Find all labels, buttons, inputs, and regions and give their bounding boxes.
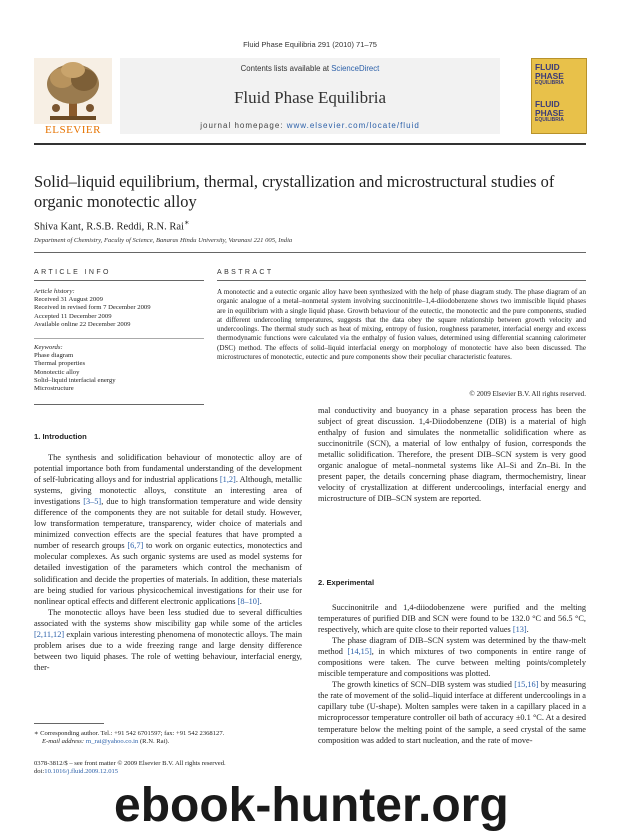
masthead-divider [34, 143, 586, 145]
email-suffix: (R.N. Rai). [138, 738, 170, 746]
contents-prefix: Contents lists available at [240, 64, 332, 73]
keyword-item: Solid–liquid interfacial energy [34, 376, 116, 384]
abstract-text: A monotectic and a eutectic organic alloy have been synthesized with the help of phase diagram study. The phase diagram of an organic analogue of a metal–nonmetal system involving succinonitrile–1,4-diiodobenzene shows two immiscible liquid phases are in equilibrium with a single liquid phase. Growth behaviour of the eutectic, the monotectic and the pure components, studied at different undercooling temperatures, suggests that the data obey the square relationship between growth velocity and undercoolings. The thermal study such as heat of mixing, entropy of fusion, roughness parameter, interfacial energy and excess thermodynamic functions were calculated via the enthalpy of fusion values, determined using differential scanning calorimeter (DSC) method. The effects of solid–liquid interfacial energy on morphology of monotectic have also been discussed. The microstructures of monotectic, eutectic and pure components show their peculiar characteristic features. [217, 288, 586, 362]
keyword-item: Thermal properties [34, 360, 86, 368]
history-item: Received in revised form 7 December 2009 [34, 304, 151, 312]
author-list [34, 218, 189, 233]
article-info-heading: ARTICLE INFO [34, 269, 111, 276]
doi-line [34, 768, 302, 776]
email-link[interactable]: rn_rai@yahoo.co.in [85, 738, 139, 746]
homepage-prefix: journal homepage: [200, 121, 287, 130]
cover-line: EQUILIBRIA [535, 117, 564, 123]
keyword-item: Monotectic alloy [34, 368, 80, 376]
journal-cover-thumbnail [531, 58, 587, 134]
keywords [34, 344, 204, 393]
citation-link[interactable]: [15,16] [514, 680, 539, 690]
citation-link[interactable]: [6,7] [127, 541, 144, 551]
right-column-body [318, 405, 586, 504]
email-label: E-mail address: [42, 738, 86, 746]
intro-paragraph-continued: mal conductivity and buoyancy in a phase separation process has been the subject of great discussion. 1,4-Diiodobenzene (DIB) is a material of high enthalpy of fusion and simulates the nonmetallic solidification where as succinonitrile (SCN), a material of low enthalpy of fusion, corresponds the metallic solidification. Therefore, the present DIB–SCN system is very good organic analogue of metal–nonmetal systems like Al–Si and Zn–Bi. In the present paper, the details concerning phase diagram, thermochemistry, linear velocity of crystallization at different undercoolings, interfacial energy and microstructure of DIB–SCN system are reported. [318, 406, 586, 504]
info-bottom-divider [34, 404, 204, 405]
journal-homepage [120, 121, 500, 130]
article-title: Solid–liquid equilibrium, thermal, crystallization and microstructural studies of organic monotectic alloy [34, 172, 555, 211]
footnote-contact: ∗ Corresponding author. Tel.: +91 542 6701597; fax: +91 542 2368127. [34, 730, 225, 737]
introduction-heading: 1. Introduction [34, 432, 87, 441]
keywords-label: Keywords: [34, 344, 63, 351]
experimental-body [318, 602, 586, 746]
article-history [34, 288, 204, 329]
experimental-paragraph: The growth kinetics of SCN–DIB system was studied [15,16] by measuring the rate of movement of the solid–liquid interface at different undercoolings in a capillary tube (U-shape). Molten samples were taken in a capillary placed in a microprocessor temperature controller oil bath of accuracy ±0.1 °C. At a desired temperature below the melting point of the sample, a seed crystal of the same composition was added to start nucleation, and the rate of move- [318, 680, 586, 745]
history-item: Received 31 August 2009 [34, 296, 103, 304]
abstract-divider [217, 280, 586, 281]
journal-title: Fluid Phase Equilibria [233, 88, 387, 107]
cover-line: EQUILIBRIA [535, 80, 564, 86]
keywords-divider [34, 338, 204, 339]
corresponding-author-footnote [34, 730, 302, 747]
abstract-heading: ABSTRACT [217, 269, 274, 276]
left-column-body [34, 452, 302, 673]
doi-link[interactable]: 10.1016/j.fluid.2009.12.015 [44, 768, 119, 776]
experimental-paragraph: Succinonitrile and 1,4-diiodobenzene were purified and the melting temperatures of purified DIB and SCN were found to be 132.0 °C and 56.5 °C, respectively, which are quite close to their reported values [13]. [318, 603, 586, 635]
intro-paragraph: The monotectic alloys have been less studied due to several difficulties associated with the systems show miscibility gap while some of the articles [2,11,12] explain various interesting phenomena of monotectic alloys. The main problem arises due to a wide freezing range and large density difference between two liquid phases. The role of wetting behaviour, interfacial energy, ther- [34, 607, 302, 672]
contents-availability [120, 64, 500, 73]
keyword-item: Microstructure [34, 385, 74, 393]
citation-link[interactable]: [14,15] [347, 647, 372, 657]
history-item: Accepted 11 December 2009 [34, 312, 112, 320]
issn-doi-block [34, 760, 302, 777]
watermark-text: ebook-hunter.org [114, 779, 509, 832]
abstract-copyright: © 2009 Elsevier B.V. All rights reserved. [469, 390, 586, 398]
doi-label: doi: [34, 768, 45, 776]
experimental-heading: 2. Experimental [318, 578, 375, 587]
issn-line: 0378-3812/$ – see front matter © 2009 Elsevier B.V. All rights reserved. [34, 760, 226, 767]
sciencedirect-link[interactable]: ScienceDirect [331, 64, 380, 73]
citation-link[interactable]: [13] [512, 625, 527, 635]
corresponding-author-mark[interactable]: ∗ [183, 218, 190, 227]
intro-paragraph: The synthesis and solidification behaviour of monotectic alloy are of potential importance both from fundamental understanding of the development of self-lubricating alloys and for industrial applications [1,2]. Although, metallic systems, giving monotectic alloys, constitute an interesting area of investigations [3–5], due to high transformation temperature and wide density difference of the components they are not suitable for detail study. However, low transformation temperature, transparency, wider choice of materials and minimized convection effects are the special features that have prompted a number of research groups [6,7] to work on organic eutectics, monotectics and molecular complexes. As such organic systems are used as model systems for detailed investigation of the parameters which control the mechanism of solidification and decide the properties of materials. In addition, these materials are being studied for various physicochemical investigations for their use for nonlinear optical effects and different electronic applications [8–10]. [34, 453, 302, 606]
footnote-divider [34, 723, 104, 724]
history-label: Article history: [34, 288, 75, 295]
elsevier-tree-logo [34, 58, 112, 134]
homepage-link[interactable]: www.elsevier.com/locate/fluid [286, 121, 420, 130]
running-header: Fluid Phase Equilibria 291 (2010) 71–75 [243, 40, 377, 49]
info-divider [34, 280, 204, 281]
cover-text [535, 63, 583, 123]
keyword-item: Phase diagram [34, 352, 74, 360]
publisher-logo-text: ELSEVIER [45, 124, 101, 136]
affiliation-divider [34, 252, 586, 253]
citation-link[interactable]: [3–5] [83, 497, 102, 507]
citation-link[interactable]: [2,11,12] [34, 629, 65, 639]
footnote-email-line [34, 738, 302, 746]
affiliation: Department of Chemistry, Faculty of Science, Banaras Hindu University, Varanasi 221 005, India [34, 237, 293, 244]
cover-line: FLUID PHASE [535, 62, 564, 81]
experimental-paragraph: The phase diagram of DIB–SCN system was determined by the thaw-melt method [14,15], in which mixtures of two components in entire range of compositions were taken. The curve between melting points/completely miscible temperature and compositions was plotted. [318, 636, 586, 679]
history-item: Available online 22 December 2009 [34, 320, 131, 328]
cover-line: FLUID PHASE [535, 99, 564, 118]
citation-link[interactable]: [1,2] [219, 475, 236, 485]
authors-names: Shiva Kant, R.S.B. Reddi, R.N. Rai [34, 221, 184, 233]
citation-link[interactable]: [8–10] [237, 596, 260, 606]
